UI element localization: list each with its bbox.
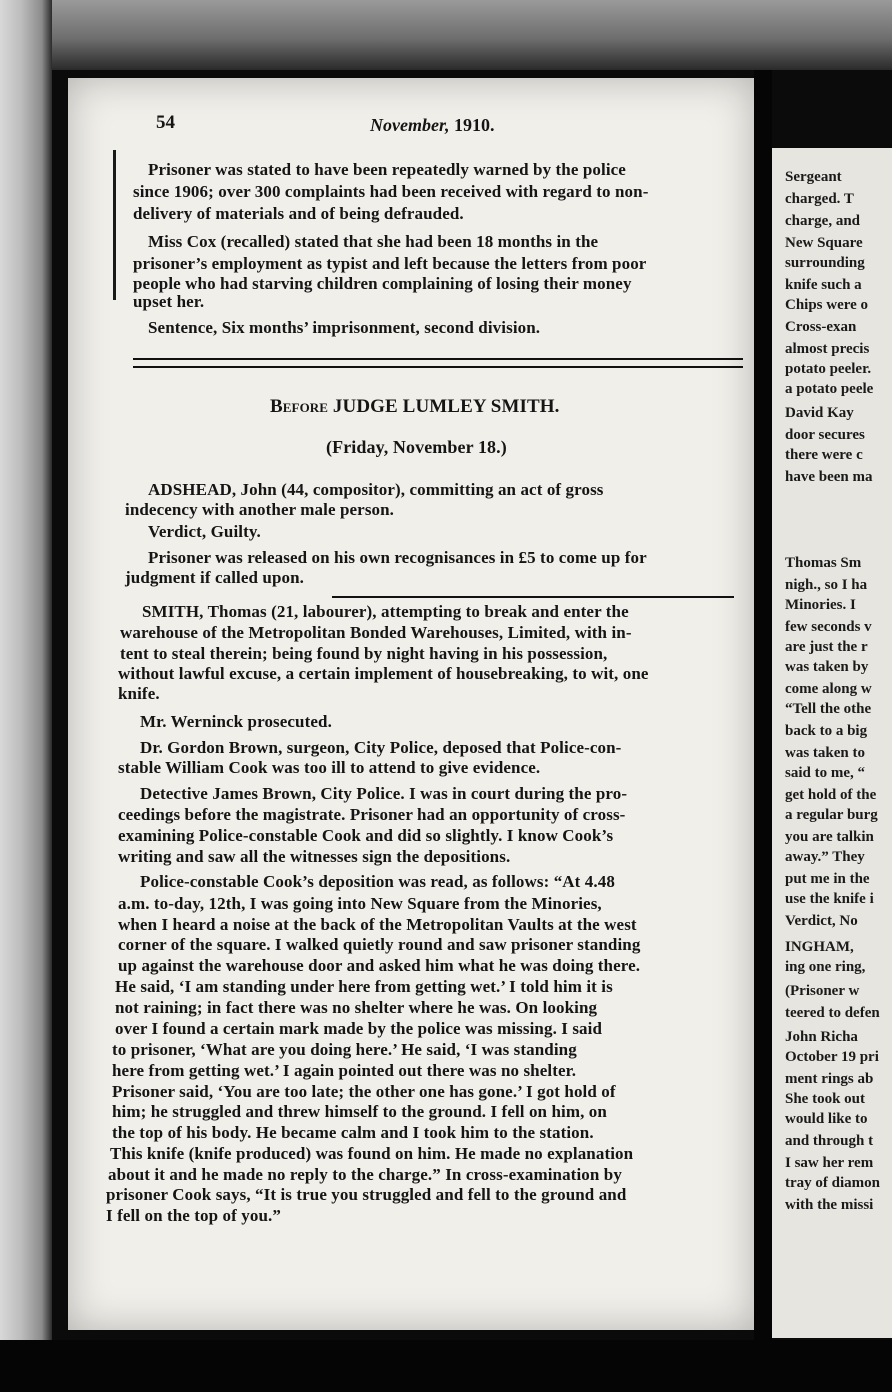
- facing-text-line: there were c: [785, 447, 863, 463]
- facing-text-line: was taken by: [785, 659, 869, 675]
- text-line: him; he struggled and threw himself to the ground. I fell on him, on: [112, 1102, 607, 1121]
- facing-text-line: back to a big: [785, 723, 868, 739]
- facing-text-line: Cross-exan: [785, 319, 857, 335]
- text-line: tent to steal therein; being found by night having in his possession,: [120, 644, 608, 663]
- text-line: I fell on the top of you.”: [106, 1206, 281, 1225]
- text-line: corner of the square. I walked quietly round and saw prisoner standing: [118, 935, 641, 954]
- text-line: when I heard a noise at the back of the Metropolitan Vaults at the west: [118, 915, 637, 934]
- facing-text-line: John Richa: [785, 1029, 858, 1045]
- text-line: about it and he made no reply to the charge.” In cross-examination by: [108, 1165, 622, 1184]
- facing-text-line: use the knife i: [785, 891, 874, 907]
- facing-text-line: charge, and: [785, 213, 860, 229]
- text-line: judgment if called upon.: [125, 568, 305, 587]
- facing-text-line: come along w: [785, 681, 872, 697]
- facing-text-line: would like to: [785, 1111, 868, 1127]
- case-divider: [332, 596, 734, 598]
- facing-text-line: ment rings ab: [785, 1071, 874, 1087]
- text-line: ADSHEAD, John (44, compositor), committing an act of gross: [148, 480, 604, 499]
- text-line: a.m. to-day, 12th, I was going into New Square from the Minories,: [118, 894, 602, 913]
- facing-text-line: Verdict, No: [785, 913, 858, 929]
- facing-text-line: get hold of the: [785, 787, 877, 803]
- facing-text-line: Sergeant: [785, 169, 842, 185]
- facing-text-line: nigh., so I ha: [785, 577, 868, 593]
- facing-text-line: tray of diamon: [785, 1175, 880, 1191]
- scan-border-left: [0, 0, 52, 1392]
- text-line: Prisoner said, ‘You are too late; the other one has gone.’ I got hold of: [112, 1082, 616, 1101]
- text-line: to prisoner, ‘What are you doing here.’ He said, ‘I was standing: [112, 1040, 577, 1059]
- text-line: SMITH, Thomas (21, labourer), attempting to break and enter the: [142, 602, 629, 621]
- header-year: 1910.: [453, 115, 495, 135]
- text-line: up against the warehouse door and asked him what he was doing there.: [118, 956, 641, 975]
- header-month: November,: [370, 115, 450, 135]
- text-line: stable William Cook was too ill to attend to give evidence.: [118, 758, 541, 777]
- facing-text-line: said to me, “: [785, 765, 865, 781]
- text-line: people who had starving children complaining of losing their money: [133, 274, 632, 293]
- text-line: not raining; in fact there was no shelter where he was. On looking: [115, 998, 598, 1017]
- facing-text-line: with the missi: [785, 1197, 874, 1213]
- facing-text-line: New Square: [785, 235, 863, 251]
- facing-text-line: Chips were o: [785, 297, 869, 313]
- facing-text-line: Minories. I: [785, 597, 856, 613]
- facing-text-line: knife such a: [785, 277, 862, 293]
- text-line: Miss Cox (recalled) stated that she had been 18 months in the: [148, 232, 599, 251]
- text-line: Prisoner was released on his own recognisances in £5 to come up for: [148, 548, 647, 567]
- page-header-date: [370, 115, 494, 136]
- section-date: (Friday, November 18.): [326, 437, 507, 457]
- text-line: Detective James Brown, City Police. I was in court during the pro-: [140, 784, 628, 803]
- text-line: Mr. Werninck prosecuted.: [140, 712, 332, 731]
- text-line: writing and saw all the witnesses sign the depositions.: [118, 847, 511, 866]
- text-line: He said, ‘I am standing under here from getting wet.’ I told him it is: [115, 977, 613, 996]
- text-line: the top of his body. He became calm and I took him to the station.: [112, 1123, 594, 1142]
- text-line: over I found a certain mark made by the police was missing. I said: [115, 1019, 603, 1038]
- facing-text-line: surrounding: [785, 255, 865, 271]
- facing-text-line: October 19 pri: [785, 1049, 879, 1065]
- scan-border-bottom: [0, 1340, 892, 1392]
- facing-text-line: put me in the: [785, 871, 870, 887]
- text-line: This knife (knife produced) was found on him. He made no explanation: [110, 1144, 634, 1163]
- facing-text-line: teered to defen: [785, 1005, 880, 1021]
- facing-text-line: have been ma: [785, 469, 873, 485]
- facing-text-line: door secures: [785, 427, 865, 443]
- facing-text-line: was taken to: [785, 745, 866, 761]
- facing-text-line: ing one ring,: [785, 959, 866, 975]
- section-heading: [270, 397, 560, 417]
- text-line: without lawful excuse, a certain implement of housebreaking, to wit, one: [118, 664, 649, 683]
- facing-text-line: away.” They: [785, 849, 865, 865]
- text-line: knife.: [118, 684, 160, 703]
- facing-text-line: almost precis: [785, 341, 870, 357]
- text-line: prisoner’s employment as typist and left because the letters from poor: [133, 254, 647, 273]
- text-line: indecency with another male person.: [125, 500, 395, 519]
- margin-mark: [113, 150, 116, 300]
- facing-text-line: a regular burg: [785, 807, 878, 823]
- text-line: Police-constable Cook’s deposition was read, as follows: “At 4.48: [140, 872, 615, 891]
- facing-text-line: (Prisoner w: [785, 983, 860, 999]
- text-line: prisoner Cook says, “It is true you struggled and fell to the ground and: [106, 1185, 627, 1204]
- text-line: here from getting wet.’ I again pointed out there was no shelter.: [112, 1061, 577, 1080]
- facing-text-line: charged. T: [785, 191, 854, 207]
- scan-border-top: [0, 0, 892, 70]
- facing-text-line: are just the r: [785, 639, 868, 655]
- text-line: Verdict, Guilty.: [148, 522, 261, 541]
- facing-text-line: and through t: [785, 1133, 874, 1149]
- heading-prefix: Before: [270, 396, 329, 417]
- facing-text-line: INGHAM,: [785, 939, 854, 955]
- text-line: examining Police-constable Cook and did so slightly. I know Cook’s: [118, 826, 614, 845]
- facing-text-line: She took out: [785, 1091, 866, 1107]
- text-line: ceedings before the magistrate. Prisoner had an opportunity of cross-: [118, 805, 626, 824]
- facing-text-line: David Kay: [785, 405, 854, 421]
- facing-text-line: I saw her rem: [785, 1155, 874, 1171]
- facing-text-line: few seconds v: [785, 619, 872, 635]
- facing-page: [772, 148, 892, 1338]
- facing-text-line: “Tell the othe: [785, 701, 872, 717]
- text-line: upset her.: [133, 292, 205, 311]
- page-number: 54: [156, 112, 175, 133]
- book-gutter: [754, 70, 772, 1340]
- facing-text-line: you are talkin: [785, 829, 874, 845]
- facing-text-line: potato peeler.: [785, 361, 872, 377]
- text-line: warehouse of the Metropolitan Bonded Warehouses, Limited, with in-: [120, 623, 632, 642]
- section-divider: [133, 358, 743, 368]
- heading-judge: JUDGE LUMLEY SMITH.: [332, 396, 560, 417]
- facing-text-line: Thomas Sm: [785, 555, 862, 571]
- text-line: Dr. Gordon Brown, surgeon, City Police, deposed that Police-con-: [140, 738, 622, 757]
- text-line: since 1906; over 300 complaints had been received with regard to non-: [133, 182, 649, 201]
- text-line: Prisoner was stated to have been repeatedly warned by the police: [148, 160, 626, 179]
- text-line: delivery of materials and of being defrauded.: [133, 204, 464, 223]
- facing-text-line: a potato peele: [785, 381, 874, 397]
- text-line: Sentence, Six months’ imprisonment, second division.: [148, 318, 541, 337]
